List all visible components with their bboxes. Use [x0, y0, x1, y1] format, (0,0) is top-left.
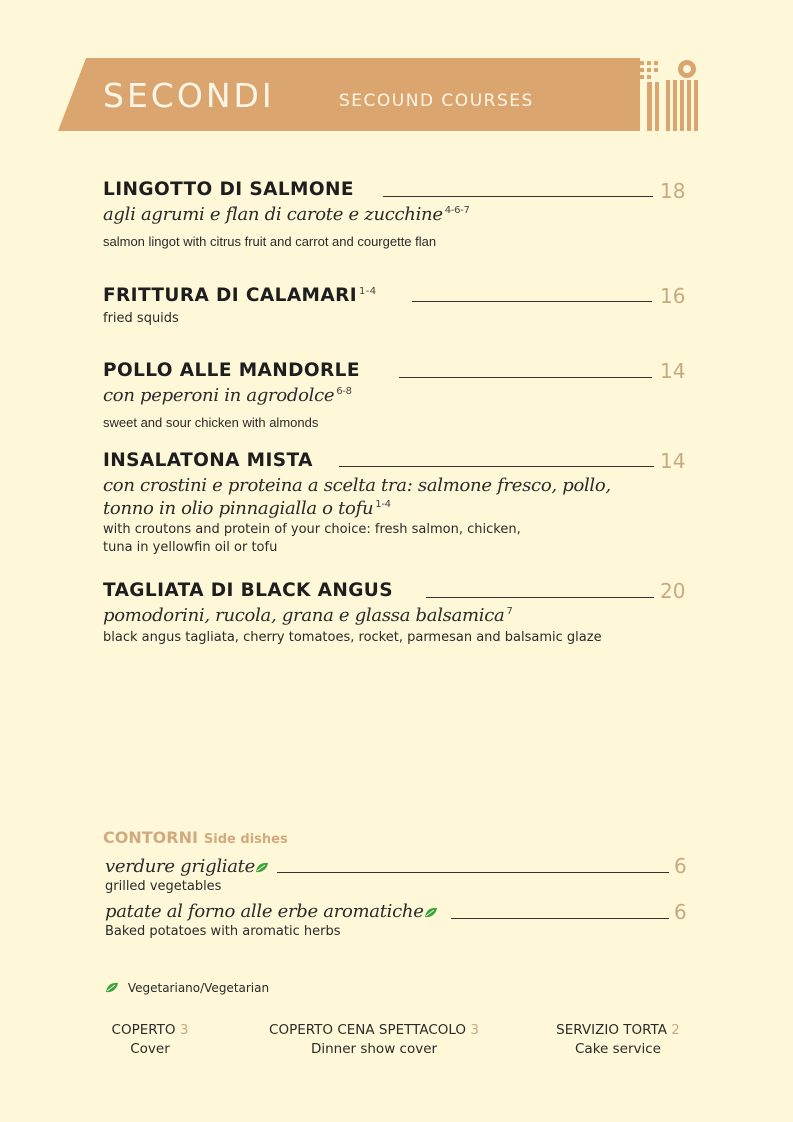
dish-italian-description: pomodorini, rucola, grana e glassa balsamica $^7$ [103, 605, 513, 626]
contorni-heading: CONTORNI Side dishes [103, 828, 288, 847]
price-leader-line [426, 597, 654, 598]
dish-italian-description-line1: con crostini e proteina a scelta tra: salmone fresco, pollo, [103, 475, 611, 496]
dish-english-description-line1: with croutons and protein of your choice: fresh salmon, chicken, [103, 522, 521, 537]
column-logo-icon [620, 58, 705, 133]
dish-price: 14 [660, 449, 686, 473]
dish-title: TAGLIATA DI BLACK ANGUS [103, 580, 393, 601]
side-dish-price: 6 [674, 900, 687, 924]
leaf-icon [255, 862, 269, 873]
price-leader-line [339, 466, 654, 467]
leaf-icon [105, 982, 119, 993]
dish-item [103, 580, 393, 601]
dish-english-description: black angus tagliata, cherry tomatoes, rocket, parmesan and balsamic glaze [103, 630, 602, 645]
dish-price: 20 [660, 579, 686, 603]
dish-item [103, 179, 354, 200]
footer-coperto-cena: COPERTO CENA SPETTACOLO 3 Dinner show cover [269, 1022, 479, 1057]
footer-coperto: COPERTO 3 Cover [111, 1022, 189, 1057]
legend-label: Vegetariano/Vegetarian [127, 980, 270, 995]
side-dish-english: grilled vegetables [105, 879, 222, 894]
price-leader-line [399, 377, 652, 378]
dish-title: POLLO ALLE MANDORLE [103, 360, 360, 381]
dish-price: 18 [660, 179, 686, 203]
price-leader-line [383, 196, 653, 197]
vegetarian-legend [105, 980, 269, 995]
dish-italian-description-line2: tonno in olio pinnagialla o tofu $^{1-4}$ [103, 498, 391, 519]
dish-price: 14 [660, 359, 686, 383]
price-leader-line [451, 918, 669, 919]
side-dish-italian: patate al forno alle erbe aromatiche [105, 901, 438, 922]
page-subtitle: SECOUND COURSES [339, 91, 534, 111]
dish-item [103, 285, 377, 306]
dish-price: 16 [660, 284, 686, 308]
dish-italian-description: con peperoni in agrodolce $^{6-8}$ [103, 385, 352, 406]
leaf-icon [424, 907, 438, 918]
dish-italian-description: agli agrumi e flan di carote e zucchine $^{4-6-7}$ [103, 204, 470, 225]
footer-servizio-torta: SERVIZIO TORTA 2 Cake service [556, 1022, 680, 1057]
dish-english-description: fried squids [103, 311, 179, 326]
side-dish-english: Baked potatoes with aromatic herbs [105, 924, 341, 939]
dish-english-description: salmon lingot with citrus fruit and carrot and courgette flan [103, 234, 437, 249]
dish-item [103, 450, 313, 471]
dish-english-description-line2: tuna in yellowfin oil or tofu [103, 540, 278, 555]
dish-title: LINGOTTO DI SALMONE [103, 179, 354, 200]
side-dish-italian: verdure grigliate [105, 856, 269, 877]
dish-item [103, 360, 360, 381]
price-leader-line [412, 301, 652, 302]
price-leader-line [277, 872, 669, 873]
side-dish-price: 6 [674, 854, 687, 878]
dish-title: FRITTURA DI CALAMARI $^{1-4}$ [103, 285, 377, 306]
dish-title: INSALATONA MISTA [103, 450, 313, 471]
dish-english-description: sweet and sour chicken with almonds [103, 415, 319, 430]
page-title: SECONDI [103, 76, 275, 115]
